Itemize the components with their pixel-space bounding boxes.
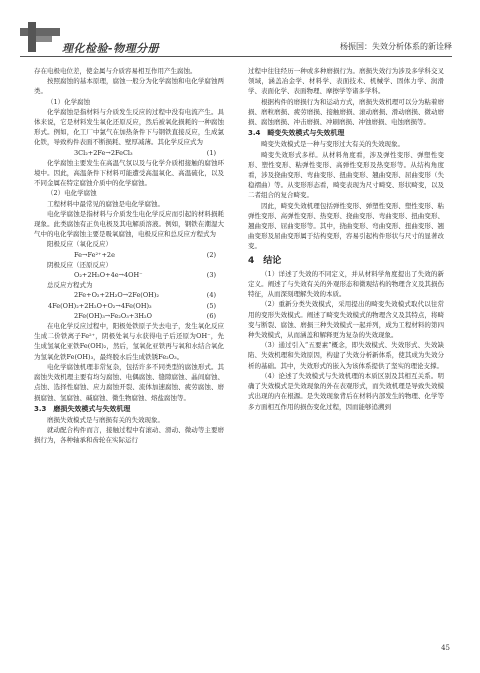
subheading: 阴极反应（还原反应） — [47, 260, 112, 269]
equation-text: 3Cl₂+2Fe→2FeCl₃ — [74, 148, 133, 157]
paragraph: 因此，畸变失效机理包括弹性变形、弹塑性变形、塑性变形、粘弹性变形、高弹性变形、热变形、挠曲变形、弯曲变形、扭曲变形、翘曲变形、屈曲变形等。其中，挠曲变形、弯曲变形、扭曲变形、翘曲变形及屈曲变形属于结构变形，容易引起构件形状与尺寸的显著改变。 — [248, 201, 444, 251]
equation-text: 4Fe(OH)₂+2H₂O+O₂→4Fe(OH)₃ — [48, 301, 152, 310]
paragraph: （2）重新分类失效模式，采用提出的畸变失效模式取代以往常用的变形失效模式。阐述了畸变失效模式的物理含义及其特点，将畸变与断裂、腐蚀、磨损三种失效模式一起并列，成为工程材料的第四种失效模式，从而涵盖和解释更为复杂的失效现象。 — [248, 300, 444, 340]
conclusion-heading: 4 结论 — [248, 255, 282, 266]
equation-number: (5) — [206, 301, 216, 310]
right-column — [248, 66, 444, 412]
equation-text: O₂+2H₂O+4e→4OH⁻ — [74, 271, 143, 280]
subheading: （1）化学腐蚀 — [47, 97, 91, 106]
equation — [34, 250, 224, 260]
equation — [34, 270, 224, 280]
paragraph: （1）详述了失效的不同定义，并从材料学角度提出了失效的新定义。阐述了与失效有关的外观形态和微观结构的物理含义及其损伤特征，从而深刻理解失效的本质。 — [248, 269, 444, 299]
equation-number: (2) — [206, 250, 216, 259]
equation-number: (6) — [206, 311, 216, 320]
equation-text: Fe→Fe²⁺+2e — [74, 250, 115, 259]
journal-logo-icon — [20, 22, 60, 52]
paragraph: 化学腐蚀是指材料与介质发生反应的过程中没有电流产生。具体来说，它是材料发生氧化还原反应，然后被氧化损耗的一种腐蚀形式。例如，化工厂中氯气在加热条件下与钢铁直接反应，生成氯化铁，导致构件表面不断损耗、壁厚减薄。其化学反应式为 — [34, 107, 224, 147]
subheading: 阳极反应（氧化反应） — [47, 240, 112, 249]
left-column — [34, 66, 224, 446]
paragraph: 在电化学反应过程中，阳极处铁原子失去电子，发生氧化反应生成二价铁离子Fe²⁺，阴极处氧与水获得电子后还原为OH⁻，先生成氢氧化亚铁Fe(OH)₂，然后，氢氧化亚铁再与氧和水结合氧化为氢氧化铁Fe(OH)₃，最终脱水后生成铁锈Fe₂O₃。 — [34, 322, 224, 361]
section-heading: 3.4 畸变失效模式与失效机理 — [248, 129, 345, 138]
paragraph: 畸变失效模式是一种与变形过大有关的失效现象。 — [261, 140, 404, 149]
equation-text: 2Fe+O₂+2H₂O→2Fe(OH)₂ — [74, 291, 159, 300]
equation — [34, 148, 224, 158]
page-number: 45 — [441, 644, 450, 652]
paragraph: 化学腐蚀主要发生在高温气氛以及与化学介质相接触的腐蚀环境中。因此，高温条件下材料可能遭受高温氧化、高温硫化，以及不同金属在特定腐蚀介质中的化学腐蚀。 — [34, 158, 224, 188]
paragraph: （4）论述了失效模式与失效机理的本质区别及其相互关系。明确了失效模式是失效现象的外在表观形式，而失效机理是导致失效模式出现的内在根源。是失效现象背后在材料内部发生的物理、化学等多方面相互作用的损伤变化过程，因而能够追溯到 — [248, 371, 444, 411]
equation-number: (4) — [206, 291, 216, 300]
paragraph: 过程中往往经历一种或多种磨损行为。磨损失效行为涉及多学科交叉领域，涵盖冶金学、材料学、表面技术、机械学、固体力学、润滑学、表面化学、表面物理、摩擦学等诸多学科。 — [248, 67, 444, 96]
page-header — [0, 0, 480, 62]
subheading: （2）电化学腐蚀 — [47, 189, 97, 198]
section-heading: 3.3 磨损失效模式与失效机理 — [34, 404, 131, 413]
equation — [34, 290, 224, 300]
journal-name: 理化检验-物理分册 — [62, 42, 160, 55]
paragraph: 就动配合构件而言，接触过程中有滚动、滑动、微动等主要磨损行为，各种轴承和齿轮在实际运行 — [34, 426, 224, 445]
paragraph: 电化学腐蚀机理非常复杂，包括许多不同类型的腐蚀形式。其腐蚀失效机理主要有均匀腐蚀、电偶腐蚀、缝隙腐蚀、晶间腐蚀、点蚀、选择性腐蚀、应力腐蚀开裂、流体加速腐蚀、疲劳腐蚀、磨损腐蚀、氢腐蚀、碱腐蚀、微生物腐蚀、熔盐腐蚀等。 — [34, 362, 224, 402]
equation — [34, 301, 224, 311]
paragraph: （3）通过引入“五要素”概念，即失效模式、失效形式、失效缺陷、失效机理和失效原因，构建了失效分析新体系，使其成为失效分析的基础。其中，失效形式的嵌入为该体系提供了坚实的理论支撑。 — [248, 341, 444, 370]
paragraph: 根据构件的磨损行为和运动方式，磨损失效机理可以分为粘着磨损、磨粒磨损、疲劳磨损、接触磨损、滚动磨损、滑动磨损、微动磨损、腐蚀磨损、冲击磨损、冲刷磨损、冲蚀磨损、电蚀磨损等。 — [248, 97, 444, 127]
equation-text: 2Fe(OH)₃→Fe₂O₃+3H₂O — [74, 311, 152, 320]
paragraph: 磨损失效模式是与磨损有关的失效现象。 — [47, 415, 164, 424]
equation-number: (3) — [206, 271, 216, 280]
paragraph: 按照腐蚀的基本原理，腐蚀一般分为化学腐蚀和电化学腐蚀两类。 — [34, 77, 224, 96]
paragraph: 工程材料中最常见的腐蚀是电化学腐蚀。 — [47, 199, 164, 208]
header-rule — [20, 56, 452, 57]
subheading: 总反应方程式为 — [47, 281, 93, 290]
paragraph: 电化学腐蚀是指材料与介质发生电化学反应而引起的材料损耗现象。此类腐蚀有正负电极及其电解质溶液。例如，钢铁在潮湿大气中的电化学腐蚀主要是吸氧腐蚀，电极反应和总反应方程式为 — [34, 209, 224, 239]
equation-number: (1) — [206, 148, 216, 157]
paragraph: 畸变失效形式多样。从材料角度看，涉及弹性变形、弹塑性变形、塑性变形、粘弹性变形、高弹性变形及热变形等。从结构角度看，涉及挠曲变形、弯曲变形、扭曲变形、翘曲变形、屈曲变形（失稳褶曲）等。从变形形态看，畸变表现为尺寸畸变、形状畸变，以及二者组合的复合畸变。 — [248, 150, 444, 200]
equation — [34, 311, 224, 321]
paragraph: 存在电极电位差，使金属与介质容易相互作用产生腐蚀。 — [34, 67, 197, 75]
running-head: 杨振国：失效分析体系的新诠释 — [340, 42, 452, 51]
